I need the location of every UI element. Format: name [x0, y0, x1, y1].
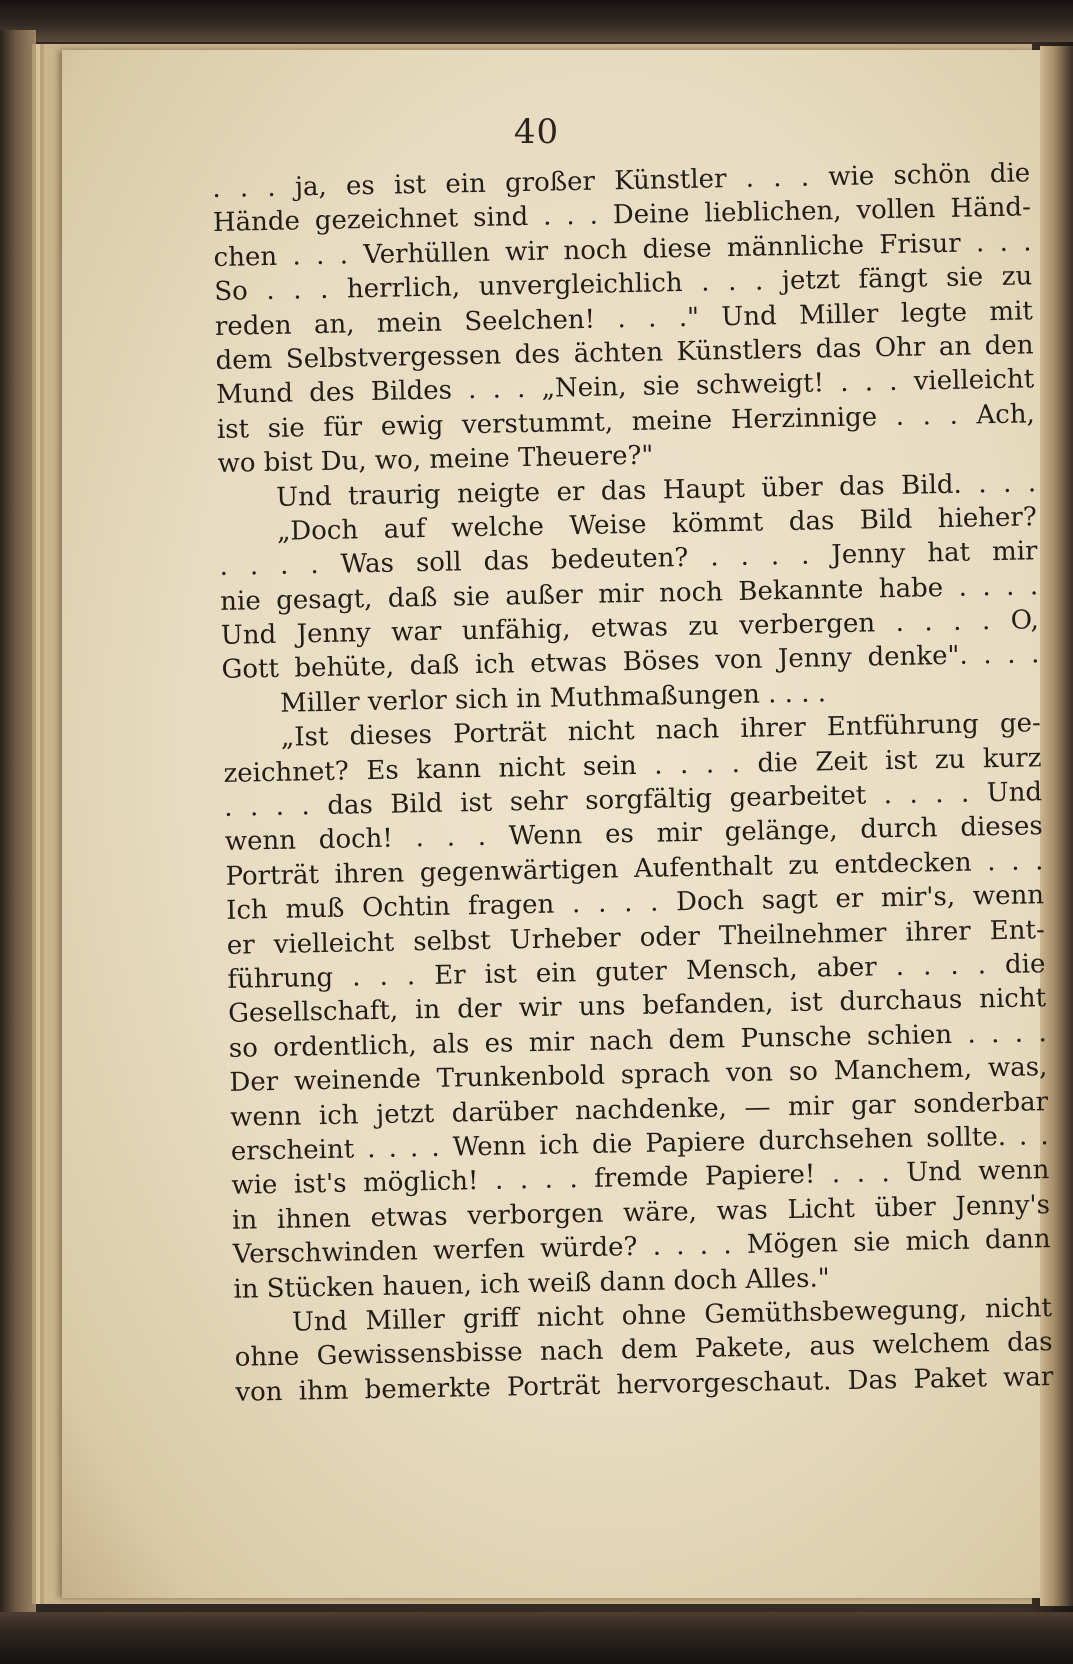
text-line: Und Jenny war unfähig, etwas zu verbergen . . . . O,: [220, 605, 1040, 651]
text-line: er vielleicht selbst Urheber oder Theilnehmer ihrer Ent-: [226, 914, 1045, 961]
text-line: So . . . herrlich, unvergleichlich . . . jetzt fängt sie zu: [214, 261, 1033, 308]
text-line: Porträt ihren gegenwärtigen Aufenthalt zu entdecken . . .: [225, 845, 1044, 892]
text-line: in Stücken hauen, ich weiß dann doch Alles.": [233, 1262, 830, 1305]
text-line: ohne Gewissensbisse nach dem Pakete, aus welchem das: [234, 1327, 1053, 1374]
text-line: Hände gezeichnet sind . . . Deine lieblichen, vollen Händ-: [212, 192, 1032, 239]
text-line: . . . . Was soll das bedeuten? . . . . Jenny hat mir: [219, 536, 1038, 583]
text-line: „Ist dieses Porträt nicht nach ihrer Entführung ge-: [280, 708, 1042, 754]
text-line: wo bist Du, wo, meine Theuere?": [217, 440, 654, 480]
page-number: 40: [513, 112, 560, 152]
text-line: „Doch auf welche Weise kömmt das Bild hieher?: [276, 502, 1038, 547]
text-line: Und Miller griff nicht ohne Gemüthsbewegung, nicht: [291, 1292, 1053, 1338]
text-line: führung . . . Er ist ein guter Mensch, aber . . . . die: [227, 949, 1046, 995]
text-line: wie ist's möglich! . . . . fremde Papiere! . . . Und wenn: [231, 1155, 1050, 1202]
body-text: [212, 156, 1054, 1410]
text-line: wenn ich jetzt darüber nachdenke, — mir gar sonderbar: [229, 1086, 1049, 1133]
text-line: Und traurig neigte er das Haupt über das Bild. . . .: [275, 467, 1037, 513]
text-line: Verschwinden werfen würde? . . . . Mögen sie mich dann: [232, 1224, 1051, 1270]
text-line: Gesellschaft, in der wir uns befanden, ist durchaus nicht: [227, 983, 1047, 1030]
text-line: erscheint . . . . Wenn ich die Papiere durchsehen sollte. . .: [230, 1121, 1049, 1167]
text-line: zeichnet? Es kann nicht sein . . . . die Zeit ist zu kurz: [223, 742, 1042, 789]
text-line: in ihnen etwas verborgen wäre, was Licht über Jenny's: [231, 1189, 1051, 1236]
text-line: ist sie für ewig verstummt, meine Herzinnige . . . Ach,: [216, 398, 1036, 445]
text-line: so ordentlich, als es mir nach dem Punsche schien . . . .: [228, 1017, 1047, 1064]
text-line: Miller verlor sich in Muthmaßungen . . . .: [279, 678, 827, 719]
text-line: Mund des Bildes . . . „Nein, sie schweigt! . . . vielleicht: [215, 364, 1035, 411]
text-line: Gott behüte, daß ich etwas Böses von Jenny denke". . . .: [221, 639, 1040, 686]
book-cover-bottom: [0, 1612, 1073, 1664]
text-line: . . . . das Bild ist sehr sorgfältig gearbeitet . . . . Und: [223, 777, 1043, 823]
text-line: dem Selbstvergessen des ächten Künstlers das Ohr an den: [215, 330, 1034, 376]
book-cover-top: [0, 0, 1073, 42]
text-line: von ihm bemerkte Porträt hervorgeschaut. Das Paket war: [235, 1361, 1054, 1408]
text-line: Der weinende Trunkenbold sprach von so Manchem, was,: [229, 1052, 1048, 1098]
text-line: nie gesagt, daß sie außer mir noch Bekannte habe . . . .: [219, 570, 1039, 617]
text-line: reden an, mein Seelchen! . . ." Und Miller legte mit: [214, 295, 1034, 342]
text-line: wenn doch! . . . Wenn es mir gelänge, durch dieses: [224, 811, 1044, 858]
text-line: . . . ja, es ist ein großer Künstler . . . wie schön die: [212, 158, 1031, 204]
text-line: Ich muß Ochtin fragen . . . . Doch sagt er mir's, wenn: [225, 880, 1045, 927]
text-line: chen . . . Verhüllen wir noch diese männliche Frisur . . .: [213, 227, 1032, 273]
